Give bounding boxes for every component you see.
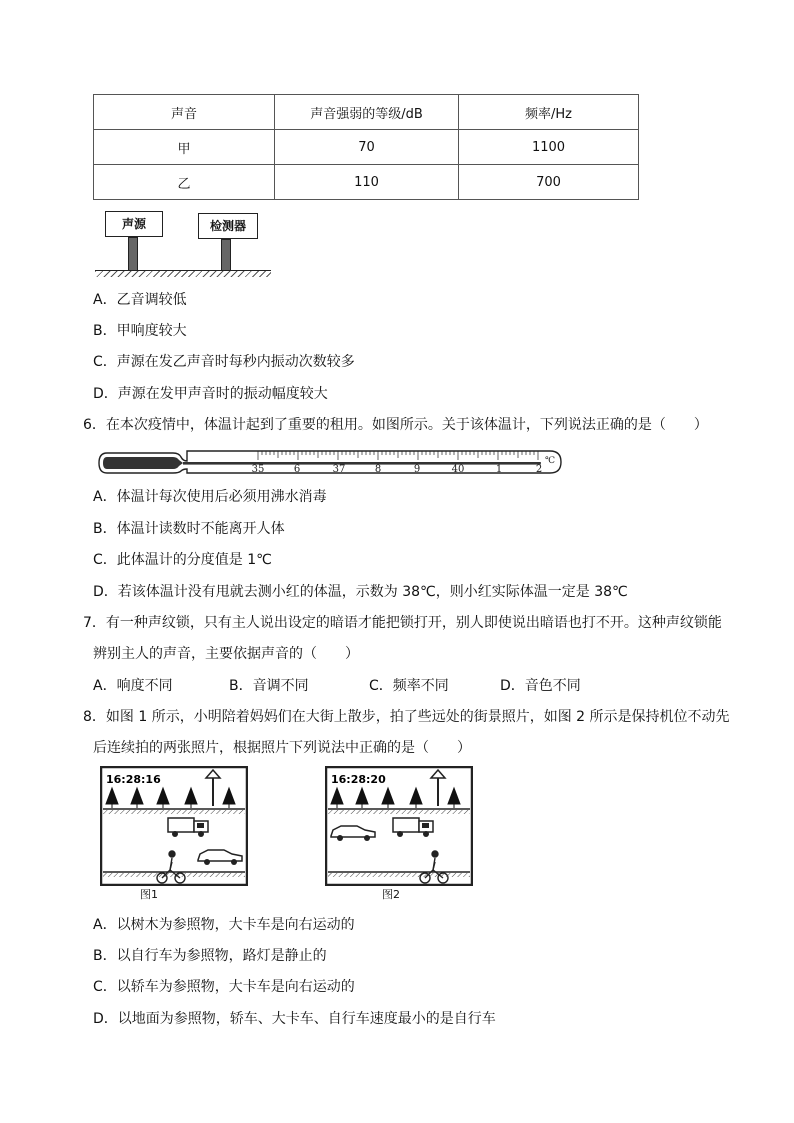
table-cell: 1100	[459, 130, 639, 165]
scale-label: 2	[535, 464, 543, 475]
detector-pole	[221, 239, 231, 271]
scale-label: 1	[495, 464, 503, 475]
photo-timestamp: 16:28:16	[106, 773, 161, 786]
q5-option-a: A．乙音调较低	[93, 292, 187, 308]
photo-timestamp: 16:28:20	[331, 773, 386, 786]
thermometer-figure	[95, 445, 565, 477]
q6-option-b: B．体温计读数时不能离开人体	[93, 521, 285, 537]
detector-box: 检测器	[198, 213, 258, 239]
table-row	[94, 130, 639, 165]
ground	[95, 270, 271, 277]
table-cell: 110	[275, 165, 459, 200]
scale-label: 37	[332, 464, 346, 475]
mercury-column	[183, 462, 541, 465]
q6-option-d: D．若该体温计没有甩就去测小红的体温，示数为 38℃，则小红实际体温一定是 38℃	[93, 584, 628, 600]
q7-option-d: D．音色不同	[500, 678, 581, 694]
q8-option-c: C．以轿车为参照物，大卡车是向右运动的	[93, 979, 355, 995]
table-cell: 乙	[94, 165, 275, 200]
q8-option-b: B．以自行车为参照物，路灯是静止的	[93, 948, 327, 964]
q7-option-b: B．音调不同	[229, 678, 309, 694]
q8-option-a: A．以树木为参照物，大卡车是向右运动的	[93, 917, 355, 933]
street-photo-2	[325, 766, 473, 886]
source-detector-diagram	[95, 208, 271, 278]
source-pole	[128, 237, 138, 271]
scale-label: 9	[413, 464, 421, 475]
q7-option-c: C．频率不同	[369, 678, 449, 694]
q7-option-a: A．响度不同	[93, 678, 173, 694]
q5-option-c: C．声源在发乙声音时每秒内振动次数较多	[93, 354, 355, 370]
table-cell: 700	[459, 165, 639, 200]
table-header: 声音	[94, 95, 275, 130]
table-row	[94, 165, 639, 200]
street-photo-1	[100, 766, 248, 886]
table-header: 声音强弱的等级/dB	[275, 95, 459, 130]
scale-label: 35	[251, 464, 265, 475]
q6-stem: 6．在本次疫情中，体温计起到了重要的租用。如图所示。关于该体温计，下列说法正确的是（ ）	[83, 417, 708, 433]
source-box: 声源	[105, 211, 163, 237]
scale-label: 8	[374, 464, 382, 475]
table-cell: 甲	[94, 130, 275, 165]
q8-option-d: D．以地面为参照物，轿车、大卡车、自行车速度最小的是自行车	[93, 1011, 496, 1027]
q7-stem-line1: 7．有一种声纹锁，只有主人说出设定的暗语才能把锁打开，别人即使说出暗语也打不开。这种声纹锁能	[83, 615, 722, 631]
sound-table	[93, 94, 639, 200]
table-header-row	[94, 95, 639, 130]
q7-stem-line2: 辨别主人的声音，主要依据声音的（ ）	[93, 646, 359, 662]
unit-label: ℃	[545, 456, 556, 466]
q8-stem-line1: 8．如图 1 所示，小明陪着妈妈们在大街上散步，拍了些远处的街景照片，如图 2 所示是保持机位不动先	[83, 709, 730, 725]
q5-option-d: D．声源在发甲声音时的振动幅度较大	[93, 386, 328, 402]
q5-option-b: B．甲响度较大	[93, 323, 187, 339]
photo-caption-1: 图1	[140, 888, 158, 901]
table-header: 频率/Hz	[459, 95, 639, 130]
scale-label: 40	[451, 464, 465, 475]
scale-label: 6	[293, 464, 301, 475]
q6-option-a: A．体温计每次使用后必须用沸水消毒	[93, 489, 327, 505]
photo-caption-2: 图2	[382, 888, 400, 901]
q8-stem-line2: 后连续拍的两张照片，根据照片下列说法中正确的是（ ）	[93, 740, 471, 756]
q6-option-c: C．此体温计的分度值是 1℃	[93, 552, 272, 568]
table-cell: 70	[275, 130, 459, 165]
